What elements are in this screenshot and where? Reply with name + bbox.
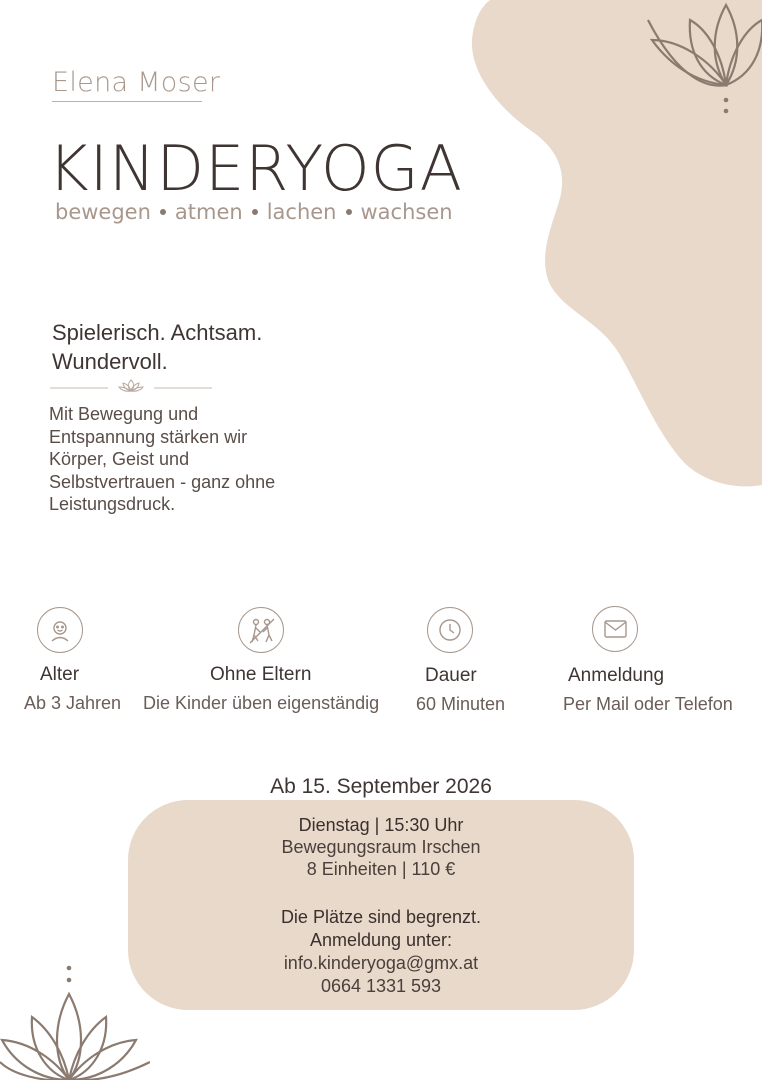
info-value-dauer: 60 Minuten	[416, 694, 506, 714]
intro-line: Leistungsdruck.	[49, 494, 176, 514]
info-value-alter: Ab 3 Jahren	[24, 693, 122, 713]
schedule-box	[128, 800, 634, 1010]
bullet-separator	[252, 209, 258, 215]
child-face-icon	[37, 607, 83, 653]
intro-line: Körper, Geist und	[49, 449, 190, 469]
tagline-word: lachen	[266, 200, 337, 224]
bullet-separator	[160, 209, 166, 215]
intro-line: Selbstvertrauen - ganz ohne	[49, 471, 276, 492]
lotus-icon	[640, 0, 762, 120]
lotus-icon	[0, 962, 150, 1080]
lotus-divider	[50, 378, 212, 394]
email-address[interactable]: info.kinderyoga@gmx.at	[283, 953, 479, 973]
info-label-dauer: Dauer	[425, 665, 477, 686]
intro-line: Entspannung stärken wir	[49, 426, 248, 447]
info-value-ohne-eltern: Die Kinder üben eigenständig	[143, 693, 380, 713]
author-name: Elena Moser	[52, 67, 221, 98]
mail-icon	[592, 606, 638, 652]
tagline-word: atmen	[174, 200, 243, 224]
register-label: Anmeldung unter:	[309, 930, 453, 950]
slogan-line: Wundervoll.	[52, 349, 168, 374]
units-price: 8 Einheiten | 110 €	[306, 859, 456, 879]
location: Bewegungsraum Irschen	[281, 837, 481, 857]
tagline-word: bewegen	[55, 200, 151, 224]
page-title: KINDERYOGA	[48, 132, 464, 205]
limited-notice: Die Plätze sind begrenzt.	[280, 907, 482, 927]
day-time: Dienstag | 15:30 Uhr	[298, 815, 464, 835]
author-underline	[52, 101, 202, 102]
info-label-alter: Alter	[40, 664, 80, 685]
bullet-separator	[346, 209, 352, 215]
info-value-anmeldung: Per Mail oder Telefon	[563, 694, 733, 714]
phone-number[interactable]: 0664 1331 593	[320, 976, 442, 996]
info-label-anmeldung: Anmeldung	[568, 665, 665, 686]
slogan-line: Spielerisch. Achtsam.	[52, 320, 263, 345]
intro-line: Mit Bewegung und	[49, 404, 199, 424]
tagline-word: wachsen	[360, 200, 453, 224]
no-parents-icon	[238, 607, 284, 653]
tagline	[55, 199, 453, 225]
clock-icon	[427, 607, 473, 653]
info-label-ohne-eltern: Ohne Eltern	[210, 664, 312, 685]
slogan	[52, 318, 262, 376]
start-date: Ab 15. September 2026	[270, 775, 492, 798]
intro-text	[49, 403, 319, 516]
